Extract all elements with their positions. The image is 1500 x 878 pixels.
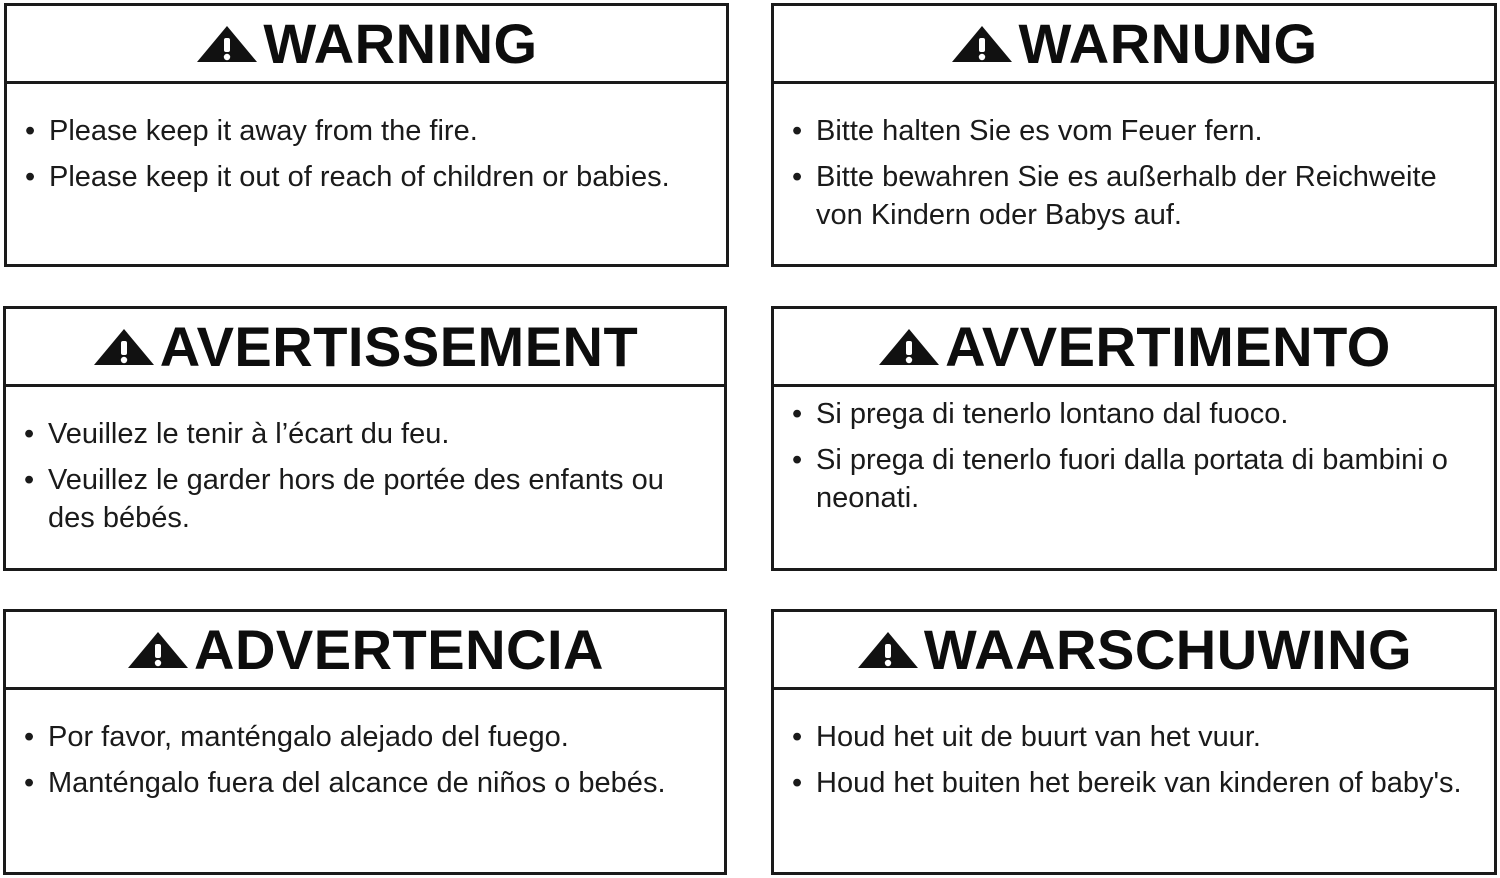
bullet-icon: • bbox=[792, 444, 803, 476]
warning-panel-en bbox=[4, 3, 729, 267]
bullet-icon: • bbox=[792, 721, 803, 753]
warning-list bbox=[22, 415, 704, 537]
panel-title: WARNING bbox=[263, 11, 538, 75]
warning-list bbox=[23, 112, 706, 196]
warning-list bbox=[22, 718, 704, 802]
bullet-icon: • bbox=[24, 721, 35, 753]
item-text: Bitte bewahren Sie es außerhalb der Reichweite von Kindern oder Babys auf. bbox=[816, 161, 1437, 231]
list-item bbox=[22, 415, 704, 453]
item-text: Houd het buiten het bereik van kinderen of baby's. bbox=[816, 767, 1462, 799]
item-text: Houd het uit de buurt van het vuur. bbox=[816, 721, 1261, 753]
warning-triangle-icon bbox=[195, 24, 259, 64]
warning-panel-nl bbox=[771, 609, 1497, 875]
list-item bbox=[790, 718, 1474, 756]
warning-triangle-icon bbox=[856, 630, 920, 670]
panel-body bbox=[774, 690, 1494, 802]
panel-title: ADVERTENCIA bbox=[194, 617, 604, 681]
warning-panel-it bbox=[771, 306, 1497, 571]
list-item bbox=[790, 764, 1474, 802]
warning-list bbox=[790, 718, 1474, 802]
panel-body bbox=[6, 387, 724, 537]
list-item bbox=[23, 112, 706, 150]
panel-title: AVVERTIMENTO bbox=[945, 314, 1391, 378]
panel-body bbox=[6, 690, 724, 802]
warning-triangle-icon bbox=[877, 327, 941, 367]
item-text: Por favor, manténgalo alejado del fuego. bbox=[48, 721, 569, 753]
item-text: Veuillez le tenir à l’écart du feu. bbox=[48, 418, 450, 450]
panel-header bbox=[774, 309, 1494, 387]
bullet-icon: • bbox=[792, 398, 803, 430]
bullet-icon: • bbox=[24, 767, 35, 799]
panel-body bbox=[774, 84, 1494, 234]
bullet-icon: • bbox=[25, 115, 36, 147]
panel-title: WARNUNG bbox=[1018, 11, 1318, 75]
list-item bbox=[790, 112, 1474, 150]
item-text: Manténgalo fuera del alcance de niños o bebés. bbox=[48, 767, 666, 799]
panel-header bbox=[6, 309, 724, 387]
panel-body bbox=[7, 84, 726, 196]
warning-panel-de bbox=[771, 3, 1497, 267]
warning-panel-fr bbox=[3, 306, 727, 571]
bullet-icon: • bbox=[24, 418, 35, 450]
bullet-icon: • bbox=[792, 115, 803, 147]
item-text: Please keep it away from the fire. bbox=[49, 115, 478, 147]
panel-header bbox=[6, 612, 724, 690]
bullet-icon: • bbox=[792, 161, 803, 193]
warning-list bbox=[790, 395, 1474, 517]
panel-header bbox=[774, 612, 1494, 690]
panel-title: WAARSCHUWING bbox=[923, 617, 1413, 681]
bullet-icon: • bbox=[25, 161, 36, 193]
panel-body bbox=[774, 387, 1494, 517]
warning-triangle-icon bbox=[126, 630, 190, 670]
list-item bbox=[23, 158, 706, 196]
warning-triangle-icon bbox=[92, 327, 156, 367]
panel-header bbox=[7, 6, 726, 84]
item-text: Bitte halten Sie es vom Feuer fern. bbox=[816, 115, 1263, 147]
list-item bbox=[790, 395, 1474, 433]
list-item bbox=[22, 764, 704, 802]
warning-panel-es bbox=[3, 609, 727, 875]
panel-title: AVERTISSEMENT bbox=[159, 314, 639, 378]
bullet-icon: • bbox=[792, 767, 803, 799]
item-text: Veuillez le garder hors de portée des enfants ou des bébés. bbox=[48, 464, 664, 534]
warning-triangle-icon bbox=[950, 24, 1014, 64]
item-text: Si prega di tenerlo lontano dal fuoco. bbox=[816, 398, 1289, 430]
item-text: Si prega di tenerlo fuori dalla portata di bambini o neonati. bbox=[816, 444, 1448, 514]
list-item bbox=[22, 461, 704, 537]
list-item bbox=[790, 158, 1474, 234]
panel-header bbox=[774, 6, 1494, 84]
list-item bbox=[790, 441, 1474, 517]
list-item bbox=[22, 718, 704, 756]
bullet-icon: • bbox=[24, 464, 35, 496]
item-text: Please keep it out of reach of children or babies. bbox=[49, 161, 670, 193]
warning-list bbox=[790, 112, 1474, 234]
